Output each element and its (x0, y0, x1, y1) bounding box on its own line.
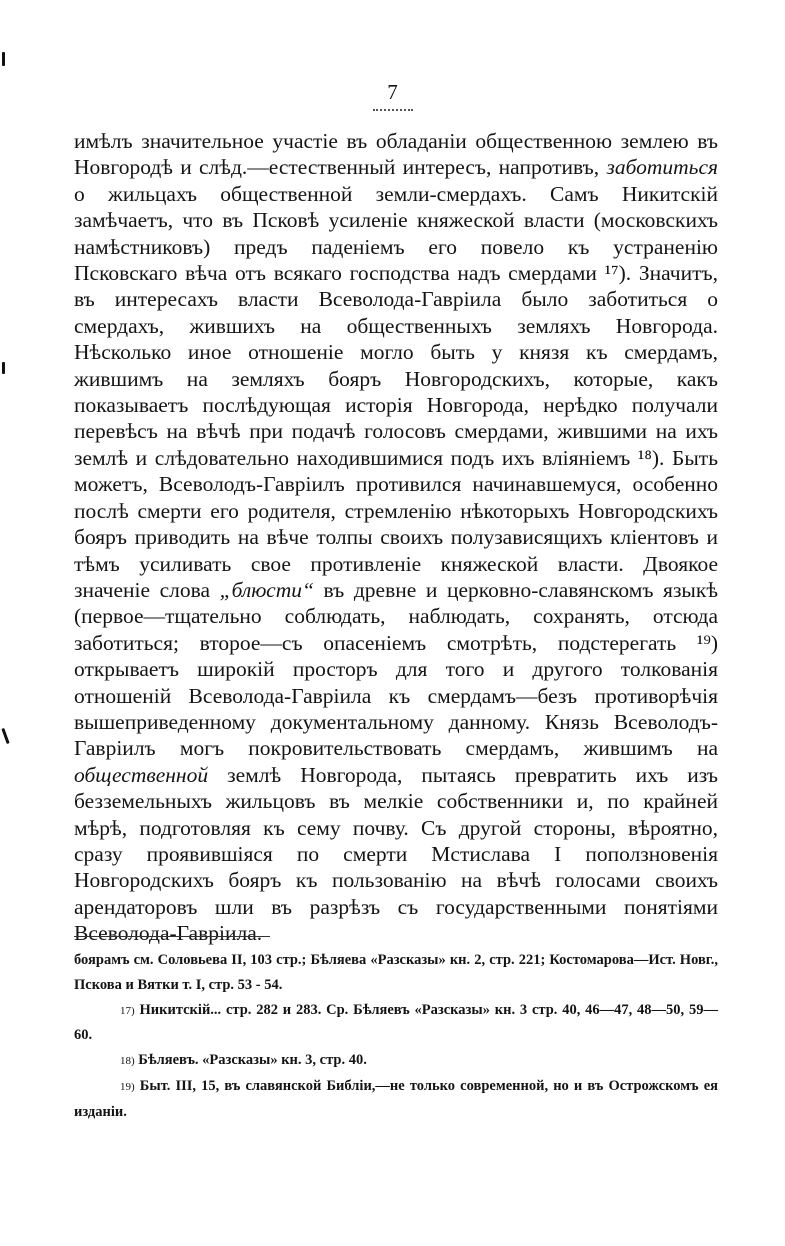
footnote-18 (74, 1048, 718, 1074)
footnote-18-number: 18) (120, 1055, 135, 1068)
footnote-continuation: боярамъ см. Соловьева II, 103 стр.; Бѣляева «Разсказы» кн. 2, стр. 221; Костомарова—Ист. Новг., Пскова и Вятки т. I, стр. 53 - 54. (74, 952, 718, 993)
margin-mark-middle (2, 362, 5, 374)
footnote-19-text: Быт. III, 15, въ славянской Библіи,—не только современной, но и въ Острожскомъ ея изданіи. (74, 1077, 718, 1120)
margin-mark-top (2, 52, 5, 66)
emphasis-zabotitsya: заботиться (606, 155, 718, 180)
main-text (74, 128, 718, 947)
footnote-17-text: Никитскій... стр. 282 и 283. Ср. Бѣляевъ «Разсказы» кн. 3 стр. 40, 46—47, 48—50, 59—60. (74, 1001, 718, 1044)
footnote-17 (74, 998, 718, 1049)
emphasis-blyusti: „блюсти“ (219, 577, 314, 602)
footnote-19-number: 19) (120, 1080, 135, 1093)
footnote-separator (74, 936, 270, 937)
text-run-4: землѣ Новгорода, пытаясь превратить ихъ изъ безземельныхъ жильцовъ въ мелкіе собственники и, по крайней мѣрѣ, подготовляя къ сему почву. Съ другой стороны, вѣроятно, сразу проявившіяся по смерти Мстислава I поползновенія Новгородскихъ бояръ къ пользованію на вѣчѣ голосами своихъ арендаторовъ шли въ разрѣзъ съ государственными понятіями Всеволода-Гавріила. (74, 762, 718, 946)
text-run-3: въ древне и церковно-славянскомъ языкѣ (первое—тщательно соблюдать, наблюдать, сохранять, отсюда заботиться; второе—съ опасеніемъ смотрѣть, подстерегать ¹⁹) открываетъ широкій просторъ для того и другого толкованія отношеній Всеволода-Гавріила къ смердамъ—безъ противорѣчія вышеприведенному документальному данному. Князь Всеволодъ-Гавріилъ могъ покровительствовать смердамъ, жившимъ на (74, 577, 718, 761)
footnotes (74, 948, 718, 1125)
footnote-17-number: 17) (120, 1004, 135, 1017)
text-run-1: имѣлъ значительное участіе въ обладаніи общественною землею въ Новгородѣ и слѣд.—естественный интересъ, напротивъ, (74, 129, 718, 180)
page-number-ornament (373, 105, 413, 111)
page-number (0, 80, 785, 111)
footnote-19 (74, 1074, 718, 1125)
text-run-2: о жильцахъ общественной земли-смердахъ. Самъ Никитскій замѣчаетъ, что въ Псковѣ усиленіе княжеской власти (московскихъ намѣстниковъ) предъ паденіемъ его повело къ устраненію Псковскаго вѣча отъ всякаго господства надъ смердами ¹⁷). Значитъ, въ интересахъ власти Всеволода-Гавріила было заботиться о смердахъ, жившихъ на общественныхъ земляхъ Новгорода. Нѣсколько иное отношеніе могло быть у князя къ смердамъ, жившимъ на земляхъ бояръ Новгородскихъ, которые, какъ показываетъ послѣдующая исторія Новгорода, нерѣдко получали перевѣсъ на вѣчѣ при подачѣ голосовъ смердами, жившими на ихъ землѣ и слѣдовательно находившимися подъ ихъ вліяніемъ ¹⁸). Быть можетъ, Всеволодъ-Гавріилъ противился начинавшемуся, особенно послѣ смерти его родителя, стремленію нѣкоторыхъ Новгородскихъ бояръ приводить на вѣче толпы своихъ полузависящихъ кліентовъ и тѣмъ усиливать свое противленіе княжеской власти. Двоякое значеніе слова (74, 181, 718, 602)
margin-mark-lower (1, 728, 9, 744)
page-number-text: 7 (387, 80, 398, 104)
emphasis-obshchestvennoy: общественной (74, 762, 209, 787)
footnote-18-text: Бѣляевъ. «Разсказы» кн. 3, стр. 40. (138, 1052, 367, 1069)
